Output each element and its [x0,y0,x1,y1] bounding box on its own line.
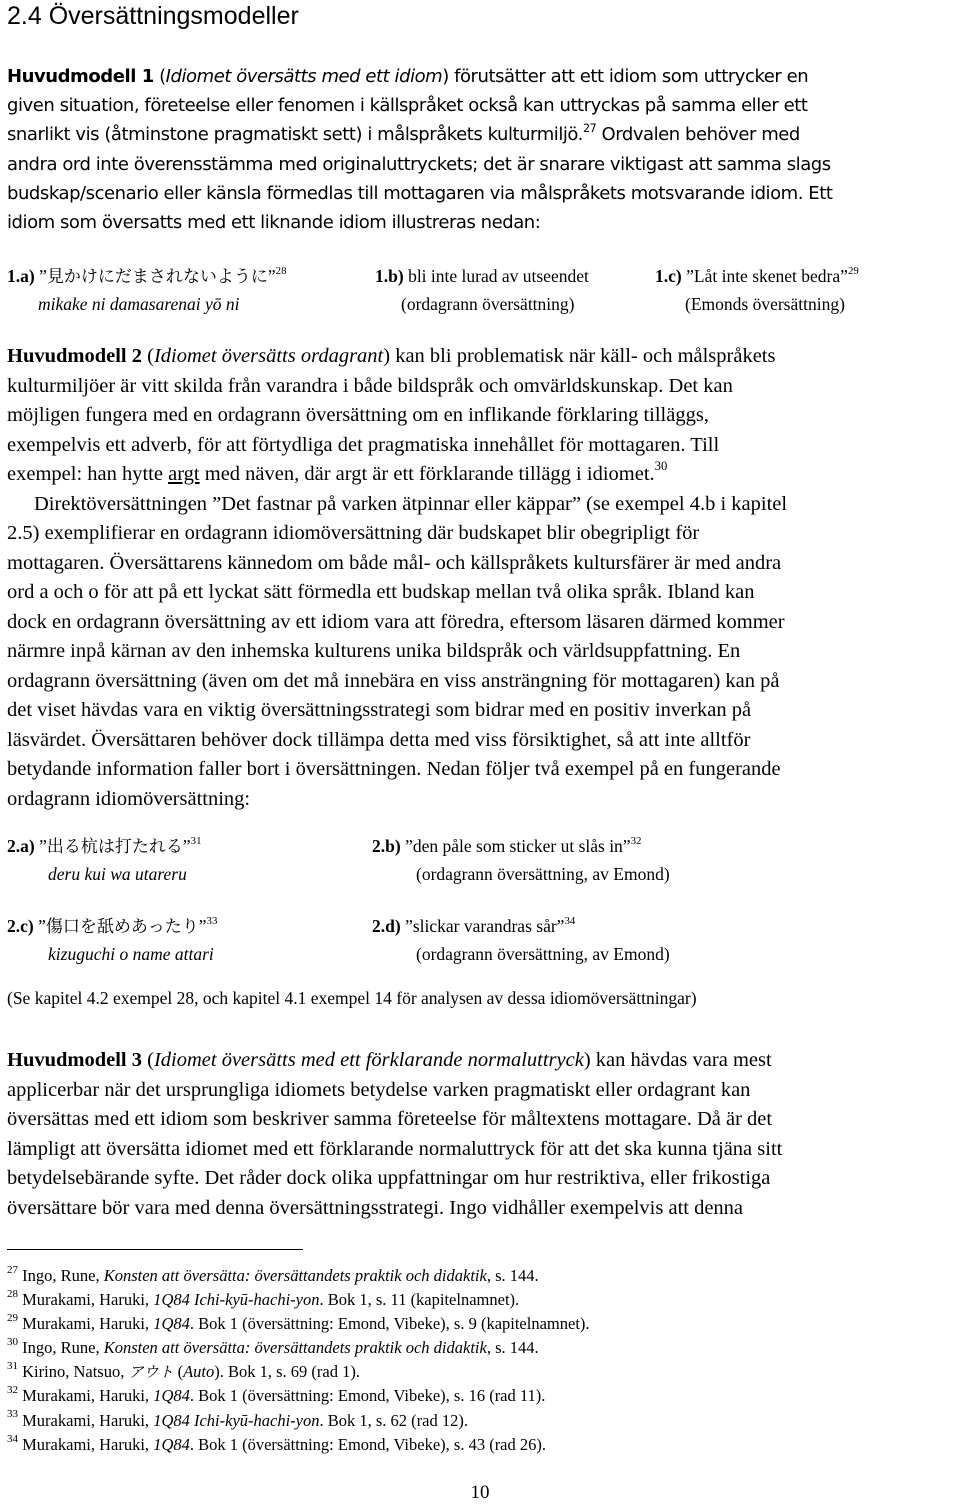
footnote-title: Konsten att översätta: översättandets praktik och didaktik [103,1266,487,1285]
model-term: Huvudmodell 1 [7,66,154,87]
text-line: lämpligt att översätta idiomet med ett förklarande normaluttryck för att det ska kunna tjäna sitt [7,1137,783,1160]
text-span: översättas med ett idiom som beskriver samma företeelse för måltextens mottagare. [7,1108,697,1130]
footnote-author: Murakami, Haruki, [18,1314,154,1334]
text-span: mottagaren. [7,551,110,574]
translation-note: (ordagrann översättning, av Emond) [416,864,670,884]
example-2a [7,832,201,888]
text-span: närmre inpå kärnan av den inhemska kulturens unika bildspråk och världsuppfattning. [7,640,718,662]
example-line: 1.a) ”見かけにだまされないように”$^{28}$ [7,264,287,287]
text-span: Översättarens kännedom om både mål- och källspråkets kultursfärer är med andra [109,551,782,574]
footnote-detail: , s. 144. [486,1338,539,1358]
footnote-ref: 31 [190,834,202,847]
example-2d [372,912,670,968]
text-span: exempel: han hytte [7,463,169,485]
text-span: snarlikt vis (åtminstone pragmatiskt sett) i målspråkets kulturmiljö. [7,124,583,146]
text-line [7,342,947,372]
example-text: slickar varandras sår [412,916,557,936]
text-line [7,460,947,490]
paragraph-huvudmodell-3 [7,1046,947,1223]
footnote-title: 1Q84 Ichi-kyū-hachi-yon [153,1410,320,1430]
example-label: 2.c) [7,916,34,936]
footnote-title-romaji: Auto [183,1362,215,1382]
footnote-ref: 27 [582,121,597,135]
underlined-word: argt [168,463,200,485]
text-span: Nedan följer två exempel på en fungerande [426,758,781,780]
text-span: ( [142,1049,154,1071]
text-line [7,637,947,667]
footnote-ref: 34 [564,914,576,927]
example-label: 2.b) [372,836,401,856]
text-line: idiom som översatts med ett liknande idiom illustreras nedan: [7,211,541,233]
example-line [375,262,589,290]
example-1c [655,262,859,318]
footnote-ref: 29 [847,264,859,277]
text-line [7,1194,947,1224]
footnote [7,1288,947,1312]
text-span: med näven, där argt är ett förklarande tillägg i idiomet. [199,463,655,485]
example-line: 2.c) ”傷口を舐めあったり”$^{33}$ [7,914,218,937]
text-line [7,1046,947,1076]
romaji-text: mikake ni damasarenai yō ni [38,294,240,314]
footnote [7,1433,947,1457]
text-line [7,431,947,461]
text-line [7,755,947,785]
footnote-title: 1Q84 Ichi-kyū-hachi-yon [153,1290,320,1310]
example-romaji [7,860,201,888]
text-line [7,578,947,608]
footnote [7,1312,947,1336]
text-span: Ordvalen behöver med [596,124,800,146]
text-span: betydelsebärande syfte. [7,1167,205,1189]
text-line: möjligen fungera med en ordagrann översättning om en inflikande förklaring tilläggs, [7,404,709,426]
footnote-detail: , s. 144. [486,1266,539,1285]
text-span: exempelvis ett adverb, för att förtydliga det pragmatiska innehållet för mottagaren. [7,433,691,456]
footnote-number: 33 [7,1408,18,1421]
text-span: läsvärdet. [7,728,92,751]
text-line: andra ord inte överensstämma med originaluttryckets; det är snarare viktigast att samma slags [7,153,831,175]
footnote [7,1409,947,1433]
footnote [7,1336,947,1360]
example-text: Låt inte skenet bedra [693,266,841,286]
text-line [7,1105,947,1135]
example-text: bli inte lurad av utseendet [408,266,589,286]
example-romaji [7,290,286,318]
footnotes [7,1264,947,1457]
example-line: 2.a) ”出る杭は打たれる”$^{31}$ [7,834,202,857]
footnote-author: Kirino, Natsuo, [18,1362,129,1382]
footnote-number: 29 [7,1312,18,1325]
footnote-title: 1Q84 [153,1314,190,1334]
example-line: 1.c) ”Låt inte skenet bedra”$^{29}$ [655,264,859,286]
model-term: Huvudmodell 2 [7,345,142,367]
footnote-author: Murakami, Haruki, [18,1434,154,1454]
example-label: 1.c) [655,266,682,286]
example-1a [7,262,286,318]
footnote-author: Ingo, Rune, [18,1266,104,1285]
text-line: Direktöversättningen ”Det fastnar på varken ätpinnar eller käppar” (se exempel 4.b i kapitel [34,492,788,515]
footnote-number: 27 [7,1263,18,1276]
text-span: Översättaren behöver dock tillämpa detta med viss försiktighet, så att inte alltför [91,728,751,751]
footnote-number: 32 [7,1384,18,1397]
footnote [7,1264,947,1288]
footnote-ref: 32 [630,834,642,847]
footnote-author: Ingo, Rune, [18,1338,104,1358]
text-line [7,726,947,756]
text-line: 2.5) exemplifierar en ordagrann idiomöversättning där budskapet blir obegripligt för [7,522,700,544]
text-line: budskap/scenario eller känsla förmedlas till mottagaren via målspråkets motsvarande idiom. Ett [7,182,833,204]
text-span: ( [153,66,166,87]
text-line [7,62,947,91]
text-span: betydande information faller bort i översättningen. [7,758,427,780]
text-span: Då är det [696,1108,773,1130]
text-line: given situation, företeelse eller fenomen i källspråket också kan uttryckas på samma eller ett [7,95,808,117]
example-1b [375,262,589,318]
example-2c [7,912,217,968]
footnote-detail: . Bok 1, s. 62 (rad 12). [319,1410,468,1430]
footnote [7,1384,947,1408]
text-span: ( [142,345,154,367]
section-heading: 2.4 Översättningsmodeller [7,2,299,30]
text-line [7,372,947,402]
footnote-author: Murakami, Haruki, [18,1386,154,1406]
reference-text: (Se kapitel 4.2 exempel 28, och kapitel 4.1 exempel 14 för analysen av dessa idiomöversättningar) [7,988,697,1008]
footnote-title: アウト [128,1363,174,1382]
text-span: Till [690,433,720,456]
footnote-number: 28 [7,1287,18,1300]
footnote-detail: . Bok 1 (översättning: Emond, Vibeke), s. 9 (kapitelnamnet). [189,1314,590,1334]
footnote-separator [7,1249,303,1250]
text-line [7,120,947,149]
footnote-detail: . Bok 1 (översättning: Emond, Vibeke), s. 16 (rad 11). [189,1386,546,1406]
example-line: 2.d) ”slickar varandras sår”$^{34}$ [372,914,576,936]
example-label: 1.b) [375,266,404,286]
example-label: 1.a) [7,266,35,286]
text-span: ) kan hävdas vara mest [583,1049,772,1071]
translation-note: (ordagrann översättning) [401,294,575,314]
text-span: Ibland kan [667,581,755,603]
japanese-text: 傷口を舐めあったり [45,917,199,937]
japanese-text: 出る杭は打たれる [46,837,183,857]
translation-note: (Emonds översättning) [685,294,845,314]
footnote-title: Konsten att översätta: översättandets praktik och didaktik [103,1338,487,1358]
footnote-ref: 30 [654,459,668,474]
text-span: Det råder dock olika uppfattningar om hur restriktiva, eller frikostiga [204,1167,771,1189]
romaji-text: deru kui wa utareru [48,864,187,884]
footnote-number: 31 [7,1360,18,1373]
text-line [7,1164,947,1194]
page-number: 10 [470,1482,490,1503]
text-line: ordagrann idiomöversättning: [7,787,251,810]
footnote [7,1360,947,1384]
text-span: ) kan bli problematisk när käll- och målspråkets [383,345,776,367]
footnote-number: 34 [7,1432,18,1445]
example-label: 2.a) [7,836,35,856]
paragraph-huvudmodell-2 [7,342,947,814]
model-definition: Idiomet översätts med ett förklarande normaluttryck [153,1049,584,1071]
example-label: 2.d) [372,916,401,936]
example-reference-note [7,984,697,1012]
example-line: 2.b) ”den påle som sticker ut slås in”$^{32}$ [372,834,642,856]
text-span: kulturmiljöer är vitt skilda från varandra i både bildspråk och omvärldskunskap. [7,374,669,397]
footnote-ref: 28 [275,264,287,277]
text-span: Det kan [668,374,733,397]
text-span: ) förutsätter att ett idiom som uttrycker en [442,66,809,87]
footnote-author: Murakami, Haruki, [18,1410,154,1430]
paragraph-huvudmodell-1 [7,62,947,237]
footnote-detail: ( [173,1362,184,1382]
text-line: applicerbar när det ursprungliga idiomets betydelse varken pragmatiskt eller ordagrant kan [7,1078,751,1101]
footnote-detail: . Bok 1, s. 11 (kapitelnamnet). [319,1290,520,1310]
example-2b [372,832,670,888]
model-definition: Idiomet översätts ordagrant [153,345,384,367]
text-line: dock en ordagrann översättning av ett idiom vara att föredra, eftersom läsaren därmed kommer [7,610,785,633]
model-term: Huvudmodell 3 [7,1049,142,1071]
footnote-title: 1Q84 [153,1386,190,1406]
example-text: den påle som sticker ut slås in [412,836,623,856]
text-span: översättare bör vara med denna översättningsstrategi. [7,1196,450,1219]
footnote-number: 30 [7,1336,18,1349]
footnote-author: Murakami, Haruki, [18,1290,154,1310]
text-line [7,549,947,579]
japanese-text: 見かけにだまされないように [46,267,268,287]
footnote-detail: . Bok 1 (översättning: Emond, Vibeke), s. 43 (rad 26). [189,1434,547,1454]
text-span: En [717,640,741,662]
text-line: ordagrann översättning (även om det må innebära en viss ansträngning för mottagaren) kan på [7,669,780,692]
footnote-ref: 33 [206,914,218,927]
text-span: Ingo vidhåller exempelvis att denna [449,1196,744,1219]
text-line: det viset hävdas vara en viktig översättningsstrategi som bidrar med en positiv inverkan på [7,699,752,721]
example-romaji [7,940,217,968]
model-definition: Idiomet översätts med ett idiom [165,66,443,87]
text-span: ord a och o för att på ett lyckat sätt förmedla ett budskap mellan två olika språk. [7,581,668,603]
footnote-title: 1Q84 [153,1434,190,1454]
footnote-detail: ). Bok 1, s. 69 (rad 1). [214,1362,360,1382]
romaji-text: kizuguchi o name attari [48,944,214,964]
translation-note: (ordagrann översättning, av Emond) [416,944,670,964]
